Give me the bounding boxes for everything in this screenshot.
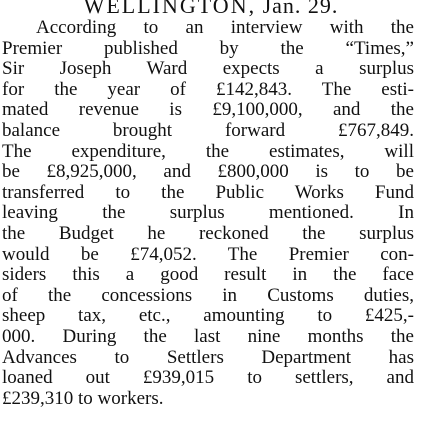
article-line: balance brought forward £767,849. xyxy=(2,120,414,141)
dateline-date: Jan. 29. xyxy=(262,0,339,18)
article-line: Advances to Settlers Department has xyxy=(2,347,414,368)
article-line: be £8,925,000, and £800,000 is to be xyxy=(2,162,414,183)
article-line: the Budget he reckoned the surplus xyxy=(2,223,414,244)
article-line: leaving the surplus mentioned. In xyxy=(2,203,414,224)
article-line: transferred to the Public Works Fund xyxy=(2,182,414,203)
article-line: siders this a good result in the face xyxy=(2,265,414,286)
article-line: 000. During the last nine months the xyxy=(2,326,414,347)
dateline xyxy=(0,0,422,18)
dateline-place: WELLINGTON, xyxy=(83,0,257,18)
article-line: loaned out £939,015 to settlers, and xyxy=(2,368,414,389)
article-line: Premier published by the “Times,” xyxy=(2,38,414,59)
article-line: Sir Joseph Ward expects a surplus xyxy=(2,59,414,80)
article-line: of the concessions in Customs duties, xyxy=(2,285,414,306)
article-line: The expenditure, the estimates, will xyxy=(2,141,414,162)
article-line: would be £74,052. The Premier con- xyxy=(2,244,414,265)
article-line: £239,310 to workers. xyxy=(2,388,164,409)
article-line: sheep tax, etc., amounting to £425,- xyxy=(2,306,414,327)
article-body xyxy=(2,18,414,409)
article-line: According to an interview with the xyxy=(36,18,414,38)
article-line: mated revenue is £9,100,000, and the xyxy=(2,100,414,121)
article-line: for the year of £142,843. The esti- xyxy=(2,79,414,100)
